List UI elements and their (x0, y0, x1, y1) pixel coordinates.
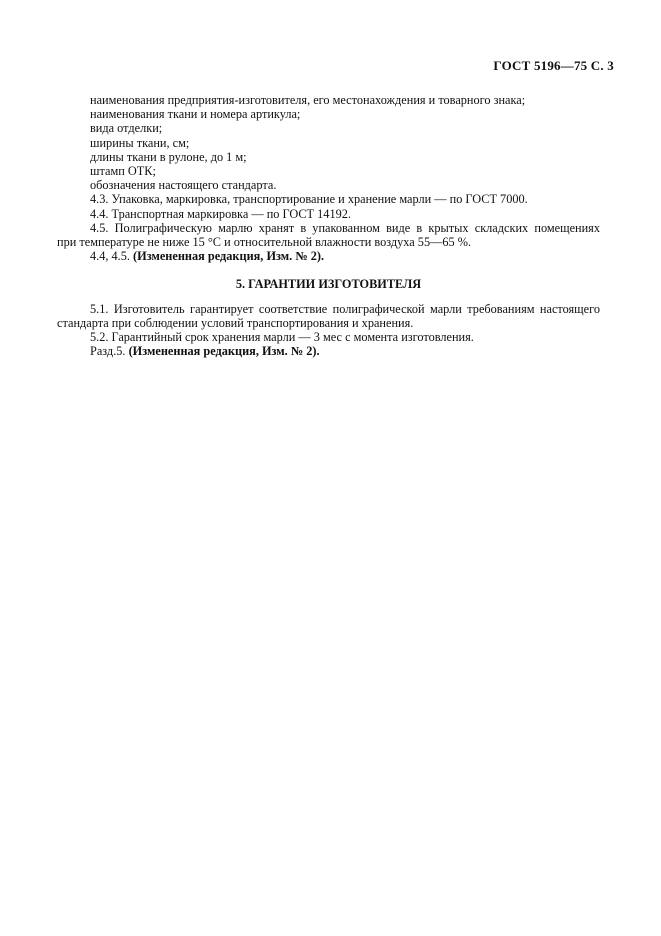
amendment-note-4 (57, 249, 600, 263)
note-prefix: Разд.5. (90, 344, 129, 359)
note-prefix: 4.4, 4.5. (90, 249, 134, 264)
list-item: штамп ОТК; (90, 164, 156, 179)
list-item: вида отделки; (90, 121, 163, 136)
clause-4-3: 4.3. Упаковка, маркировка, транспортирование и хранение марли — по ГОСТ 7000. (90, 192, 528, 207)
note-bold: (Измененная редакция, Изм. № 2). (133, 249, 325, 264)
document-body (57, 93, 600, 358)
list-item: длины ткани в рулоне, до 1 м; (90, 149, 247, 164)
list-item: ширины ткани, см; (90, 135, 190, 150)
amendment-note-5 (57, 344, 600, 358)
clause-5-2: 5.2. Гарантийный срок хранения марли — 3 мес с момента изготовления. (90, 330, 474, 345)
marking-list (57, 93, 600, 192)
list-item: обозначения настоящего стандарта. (90, 178, 277, 193)
list-item: наименования ткани и номера артикула; (90, 107, 301, 122)
clause-5-1-line1: 5.1. Изготовитель гарантирует соответствие полиграфической марли требованиям настоящего (90, 301, 600, 316)
note-bold: (Измененная редакция, Изм. № 2). (128, 344, 320, 359)
clause-4-4: 4.4. Транспортная маркировка — по ГОСТ 14192. (90, 206, 351, 221)
clause-4-5-line2: при температуре не ниже 15 °С и относительной влажности воздуха 55—65 %. (57, 235, 472, 250)
clause-5-1-line2: стандарта при соблюдении условий транспортирования и хранения. (57, 315, 414, 330)
clause-4-5-line1: 4.5. Полиграфическую марлю хранят в упакованном виде в крытых складских помещениях (90, 220, 600, 235)
running-header: ГОСТ 5196—75 С. 3 (493, 58, 614, 73)
list-item: наименования предприятия-изготовителя, его местонахождения и товарного знака; (90, 93, 526, 107)
section-title: 5. ГАРАНТИИ ИЗГОТОВИТЕЛЯ (235, 277, 422, 292)
